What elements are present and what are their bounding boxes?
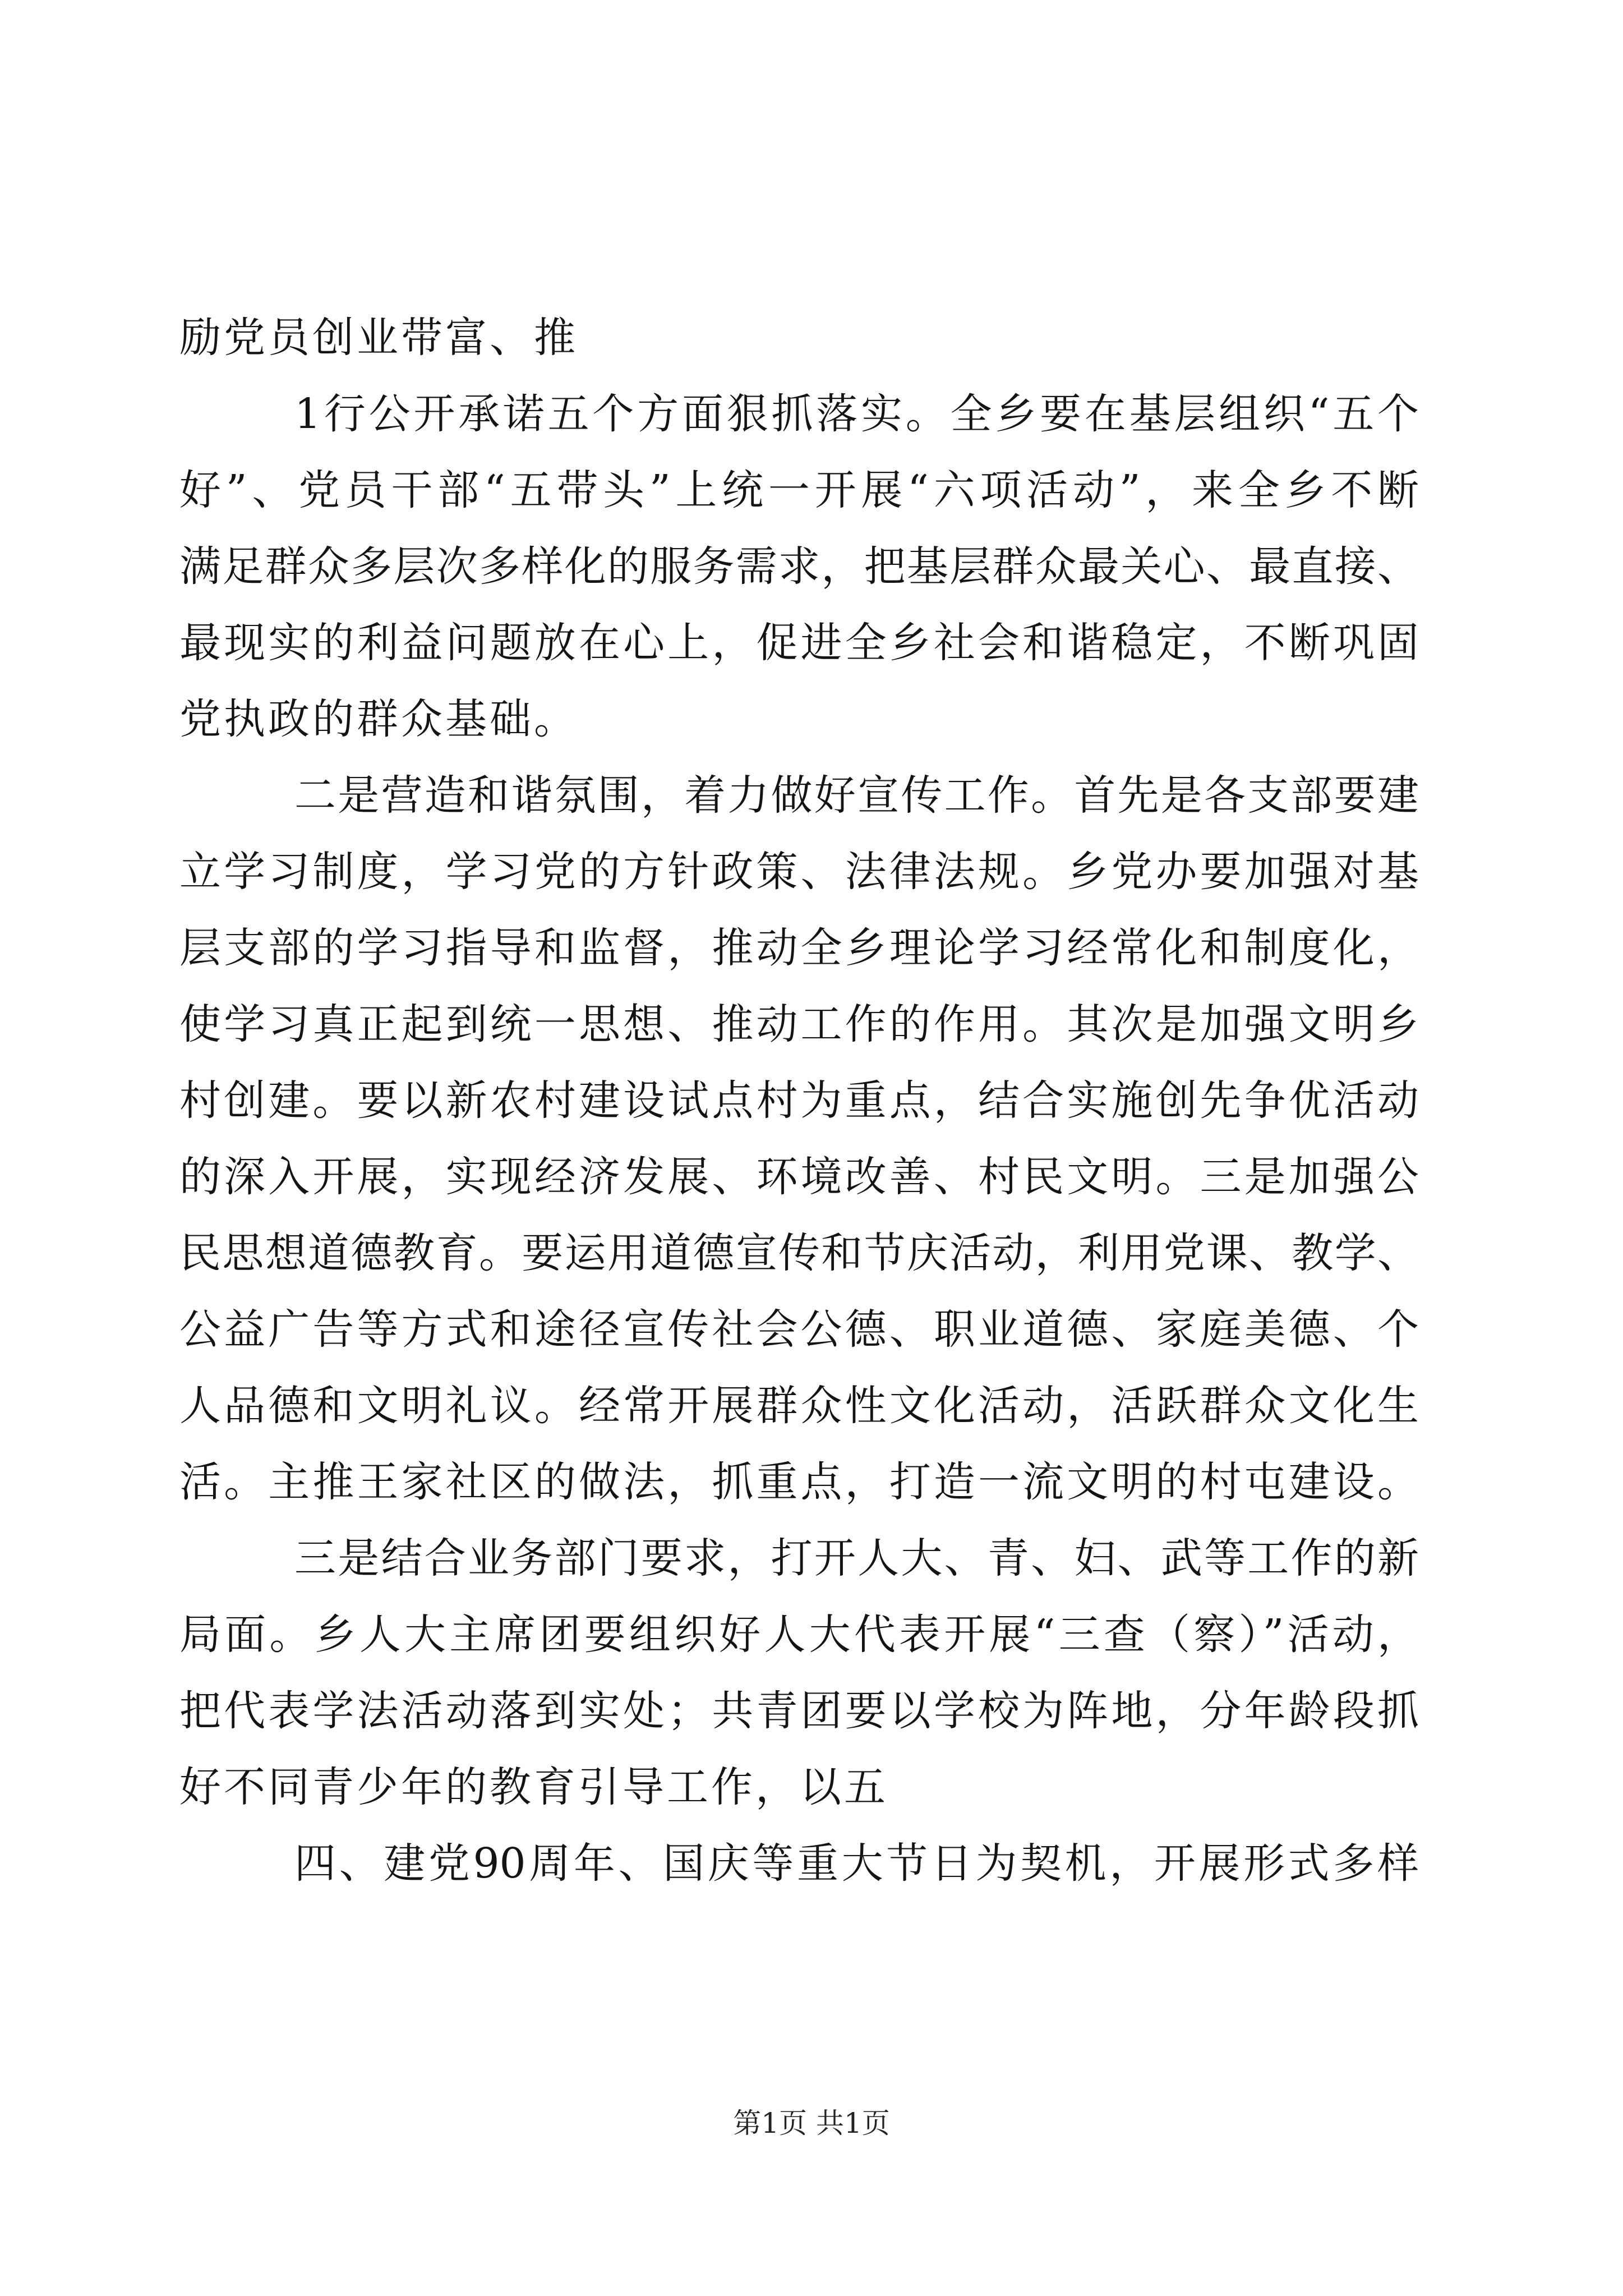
paragraph-2-line-5: 村创建。要以新农村建设试点村为重点，结合实施创先争优活动	[179, 1076, 1419, 1125]
text-line-1: 励党员创业带富、推	[179, 314, 578, 362]
paragraph-2-line-8: 公益广告等方式和途径宣传社会公德、职业道德、家庭美德、个	[179, 1305, 1419, 1354]
paragraph-2-line-1: 二是营造和谐氛围，着力做好宣传工作。首先是各支部要建	[294, 771, 1419, 820]
paragraph-2-line-10: 活。主推王家社区的做法，抓重点，打造一流文明的村屯建设。	[179, 1458, 1419, 1506]
paragraph-4-line-1: 四、建党90周年、国庆等重大节日为契机，开展形式多样	[294, 1839, 1419, 1888]
paragraph-2-line-3: 层支部的学习指导和监督，推动全乡理论学习经常化和制度化，	[179, 924, 1419, 972]
paragraph-2-line-2: 立学习制度，学习党的方针政策、法律法规。乡党办要加强对基	[179, 848, 1419, 896]
paragraph-3-line-3: 把代表学法活动落到实处；共青团要以学校为阵地，分年龄段抓	[179, 1687, 1419, 1735]
page-number-footer: 第1页 共1页	[733, 2107, 890, 2139]
paragraph-1-line-1: 1行公开承诺五个方面狠抓落实。全乡要在基层组织“五个	[294, 390, 1419, 438]
paragraph-3-line-2: 局面。乡人大主席团要组织好人大代表开展“三查（察）”活动，	[179, 1611, 1419, 1659]
paragraph-2-line-4: 使学习真正起到统一思想、推动工作的作用。其次是加强文明乡	[179, 1000, 1419, 1048]
paragraph-3-line-4: 好不同青少年的教育引导工作，以五	[179, 1763, 888, 1811]
paragraph-2-line-6: 的深入开展，实现经济发展、环境改善、村民文明。三是加强公	[179, 1153, 1419, 1201]
paragraph-1-line-5: 党执政的群众基础。	[179, 695, 578, 743]
paragraph-1-line-4: 最现实的利益问题放在心上，促进全乡社会和谐稳定，不断巩固	[179, 619, 1419, 667]
paragraph-3-line-1: 三是结合业务部门要求，打开人大、青、妇、武等工作的新	[294, 1534, 1419, 1582]
paragraph-2-line-7: 民思想道德教育。要运用道德宣传和节庆活动，利用党课、教学、	[179, 1229, 1419, 1277]
paragraph-1-line-2: 好”、党员干部“五带头”上统一开展“六项活动”，来全乡不断	[179, 466, 1419, 514]
paragraph-2-line-9: 人品德和文明礼议。经常开展群众性文化活动，活跃群众文化生	[179, 1382, 1419, 1430]
paragraph-1-line-3: 满足群众多层次多样化的服务需求，把基层群众最关心、最直接、	[179, 542, 1419, 591]
